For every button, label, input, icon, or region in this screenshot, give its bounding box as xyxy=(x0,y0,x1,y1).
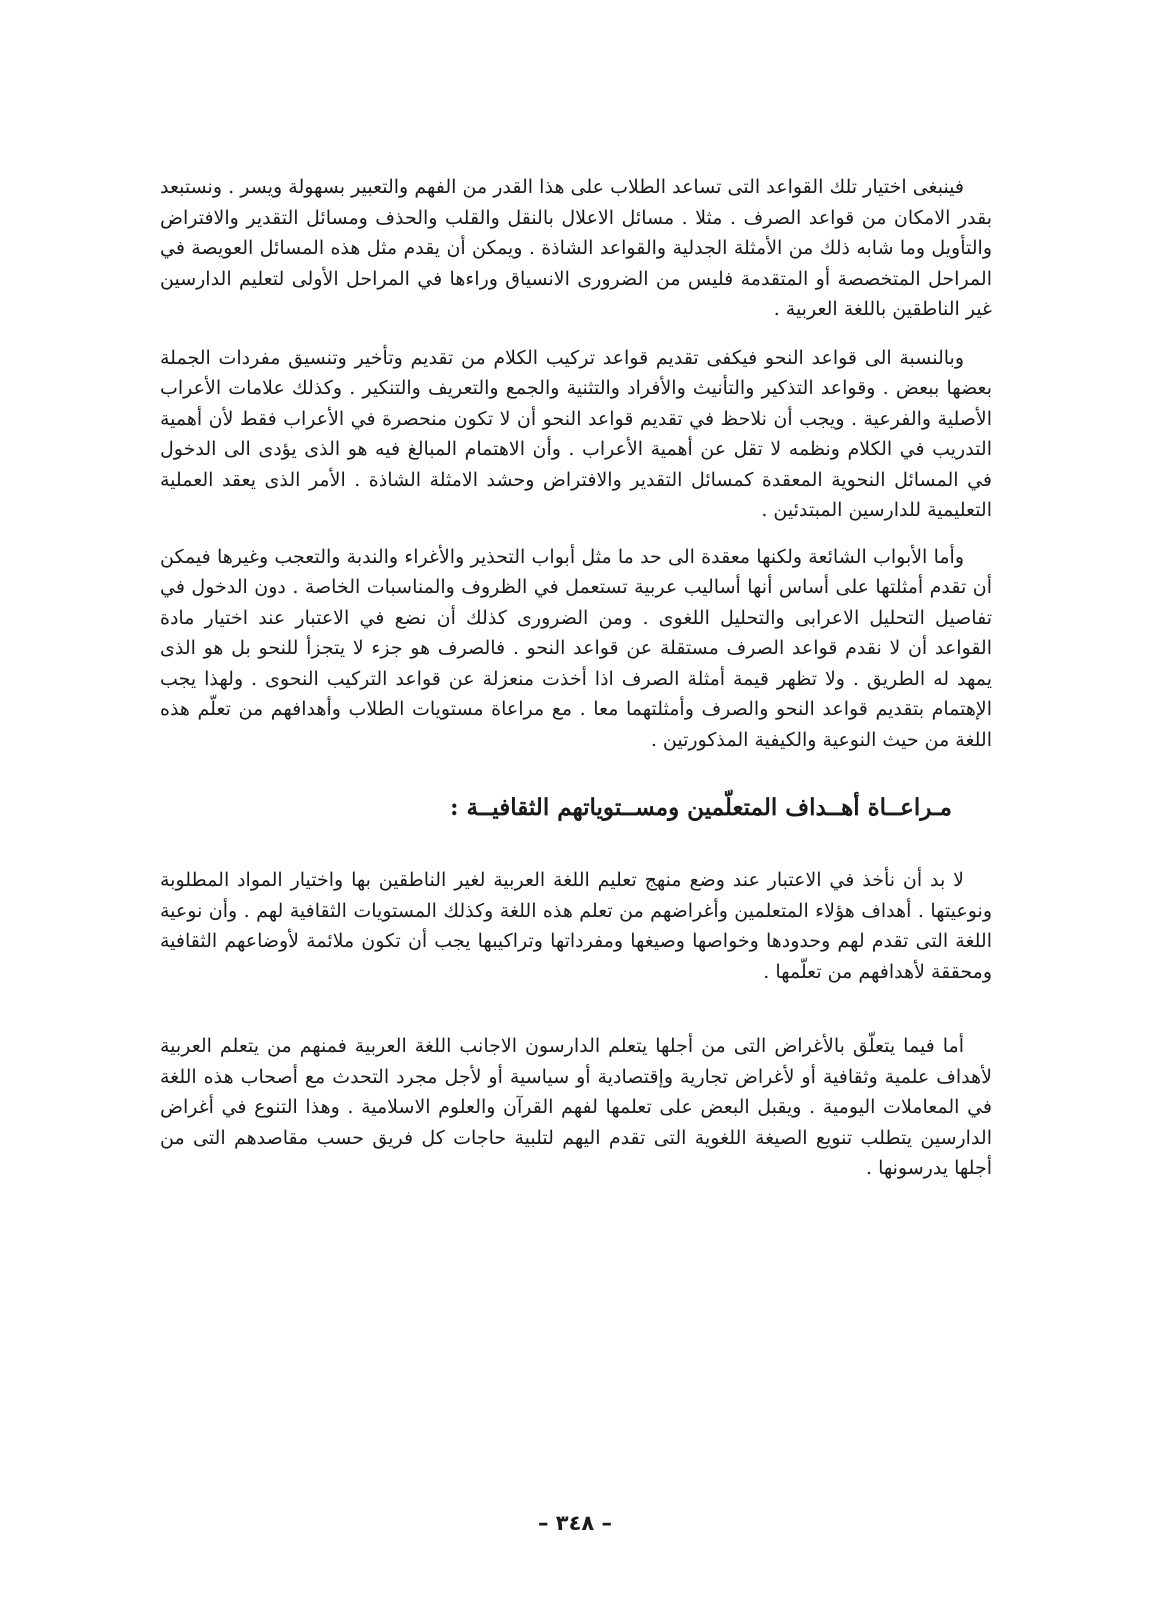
paragraph-learner-purposes: أما فيما يتعلّق بالأغراض التى من أجلها يتعلم الدارسون الاجانب اللغة العربية فمنهم من يتعلم العربية لأهداف علمية وثقافية أو لأغراض تجارية وإقتصادية أو سياسية أو لأجل مجرد التحدث مع أصحاب هذه اللغة في المعاملات اليومية . ويقبل البعض على تعلمها لفهم القرآن والعلوم الاسلامية . وهذا التنوع في أغراض الدارسين يتطلب تنويع الصيغة اللغوية التى تقدم اليهم لتلبية حاجات كل فريق حسب مقاصدهم التى من أجلها يدرسونها . xyxy=(160,1035,992,1179)
paragraph-common-chapters: وأما الأبواب الشائعة ولكنها معقدة الى حد ما مثل أبواب التحذير والأغراء والندبة والتعجب وغيرها فيمكن أن تقدم أمثلتها على أساس أنها أساليب عربية تستعمل في الظروف والمناسبات الخاصة . دون الدخول في تفاصيل التحليل الاعرابى والتحليل اللغوى . ومن الضرورى كذلك أن نضع في الاعتبار عند اختيار مادة القواعد أن لا نقدم قواعد الصرف مستقلة عن قواعد النحو . فالصرف هو جزء لا يتجزأ للنحو بل هو الذى يمهد له الطريق . ولا تظهر قيمة أمثلة الصرف اذا أخذت منعزلة عن قواعد التركيب النحوى . ولهذا يجب الإهتمام بتقديم قواعد النحو والصرف وأمثلتهما معا . مع مراعاة مستويات الطلاب وأهدافهم من تعلّم هذه اللغة من حيث النوعية والكيفية المذكورتين . xyxy=(160,545,992,751)
section-heading: مـراعــاة أهــداف المتعلّمين ومســتوياتهم الثقافيــة : xyxy=(449,794,952,821)
page-body xyxy=(160,172,992,1184)
paragraph-grammar-selection: فينبغى اختيار تلك القواعد التى تساعد الطلاب على هذا القدر من الفهم والتعبير بسهولة ويسر . ونستبعد بقدر الامكان من قواعد الصرف . مثلا . مسائل الاعلال بالنقل والقلب والحذف ومسائل التقدير والافتراض والتأويل وما شابه ذلك من الأمثلة الجدلية والقواعد الشاذة . ويمكن أن يقدم مثل هذه المسائل العويصة في المراحل المتخصصة أو المتقدمة فليس من الضرورى الانسياق وراءها في المراحل الأولى لتعليم الدارسين غير الناطقين باللغة العربية . xyxy=(160,176,992,320)
paragraph-learner-goals: لا بد أن نأخذ في الاعتبار عند وضع منهج تعليم اللغة العربية لغير الناطقين بها واختيار المواد المطلوبة ونوعيتها . أهداف هؤلاء المتعلمين وأغراضهم من تعلم هذه اللغة وكذلك المستويات الثقافية لهم . وأن نوعية اللغة التى تقدم لهم وحدودها وخواصها وصيغها ومفرداتها وتراكيبها يجب أن تكون ملائمة لأوضاعهم الثقافية ومحققة لأهدافهم من تعلّمها . xyxy=(160,869,992,983)
paragraph-syntax-rules: وبالنسبة الى قواعد النحو فيكفى تقديم قواعد تركيب الكلام من تقديم وتأخير وتنسيق مفردات الجملة بعضها ببعض . وقواعد التذكير والتأنيث والأفراد والتثنية والجمع والتعريف والتنكير . وكذلك علامات الأعراب الأصلية والفرعية . ويجب أن نلاحظ في تقديم قواعد النحو أن لا تكون منحصرة في الأعراب فقط لأن أهمية التدريب في الكلام ونظمه لا تقل عن أهمية الأعراب . وأن الاهتمام المبالغ فيه هو الذى يؤدى الى الدخول في المسائل النحوية المعقدة كمسائل التقدير والافتراض وحشد الامثلة الشاذة . الأمر الذى يعقد العملية التعليمية للدارسين المبتدئين . xyxy=(160,346,992,521)
page-number: – ٣٤٨ – xyxy=(537,1511,613,1535)
